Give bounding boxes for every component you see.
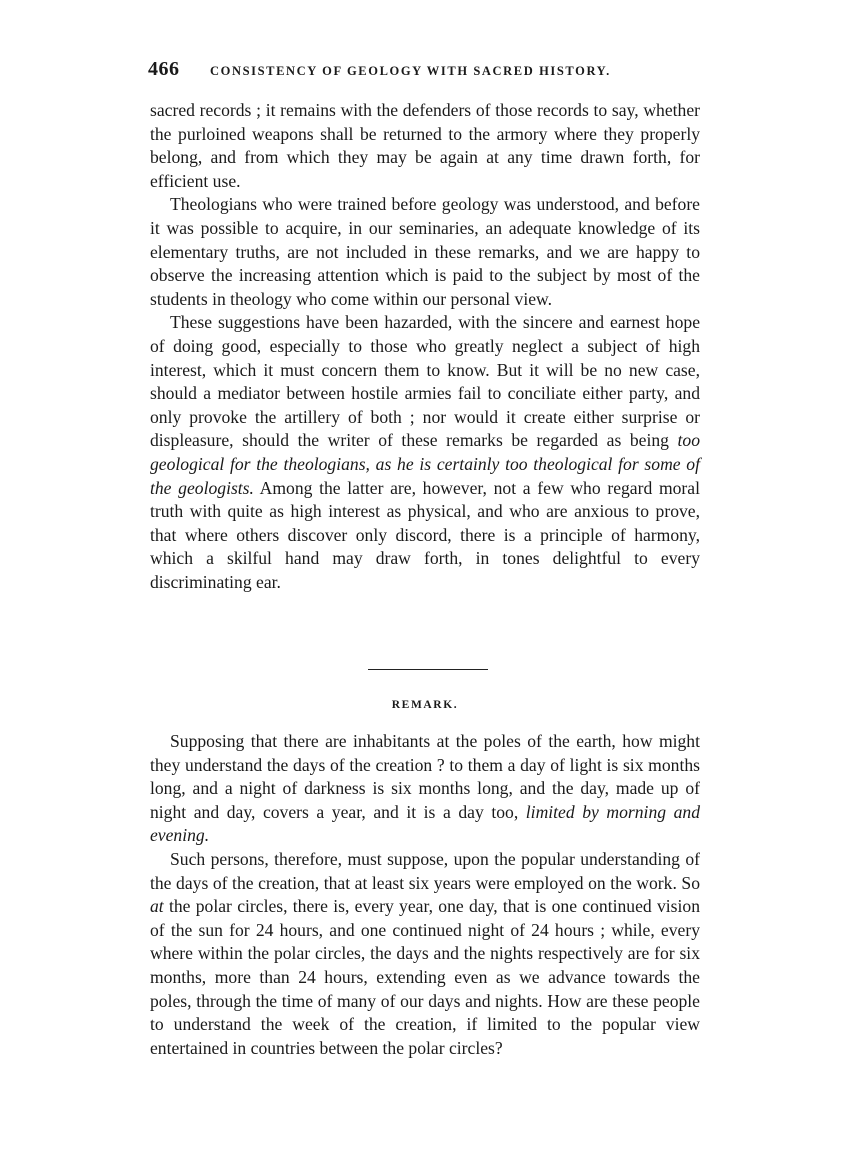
paragraph-theologians: Theologians who were trained before geology was understood, and before it was possible to acquire, in our seminaries, an adequate knowledge of its elementary truths, are not included in these remarks, and we are happy to observe the increasing attention which is paid to the subject by most of the students in theology who come within our personal view.	[150, 194, 700, 309]
remark-text	[150, 730, 700, 1060]
paragraph-suggestions	[150, 311, 700, 594]
paragraph-text: Supposing that there are inhabitants at the poles of the earth, how might they understand the days of the creation ? to them a day of light is six months long, and a night of darkness is six months long, and the day, made up of night and day, covers a year, and it is a day too,	[150, 731, 700, 822]
paragraph-continued: sacred records ; it remains with the defenders of those records to say, whether the purloined weapons shall be returned to the armory where they properly belong, and from which they may be again at any time drawn forth, for efficient use.	[150, 100, 700, 191]
paragraph-text: Among the latter are, however, not a few who regard moral truth with quite as high interest as physical, and who are anxious to prove, that where others discover only discord, there is a principle of harmony, which a skilful hand may draw forth, in tones delightful to every discriminating ear.	[150, 477, 700, 592]
italic-phrase: too geological for the theologians, as he is certainly too theological for some of the geologists.	[150, 430, 700, 498]
remark-paragraph-persons	[150, 848, 700, 1060]
paragraph-text: These suggestions have been hazarded, with the sincere and earnest hope of doing good, especially to those who greatly neglect a subject of high interest, which it must concern them to know. But it will be no new case, should a mediator between hostile armies fail to conciliate either party, and only provoke the artillery of both ; nor would it create either surprise or displeasure, should the writer of these remarks be regarded as being	[150, 312, 700, 451]
remark-paragraph-poles	[150, 730, 700, 848]
remark-heading: REMARK.	[391, 699, 459, 711]
main-text	[150, 99, 700, 594]
page-header	[148, 58, 708, 88]
italic-word: at	[150, 896, 164, 917]
page-number: 466	[148, 58, 180, 80]
section-divider	[368, 669, 488, 670]
italic-phrase: limited by morning and evening.	[150, 801, 700, 846]
running-title: CONSISTENCY OF GEOLOGY WITH SACRED HISTORY.	[210, 64, 611, 78]
paragraph-text: Such persons, therefore, must suppose, upon the popular understanding of the days of the creation, that at least six years were employed on the work. So	[150, 848, 700, 893]
paragraph-text: the polar circles, there is, every year, one day, that is one continued vision of the sun for 24 hours, and one continued night of 24 hours ; while, every where within the polar circles, the days and the nights respectively are for six months, more than 24 hours, extending even as we advance towards the poles, through the time of many of our days and nights. How are these people to understand the week of the creation, if limited to the popular view entertained in countries between the polar circles?	[150, 896, 700, 1058]
